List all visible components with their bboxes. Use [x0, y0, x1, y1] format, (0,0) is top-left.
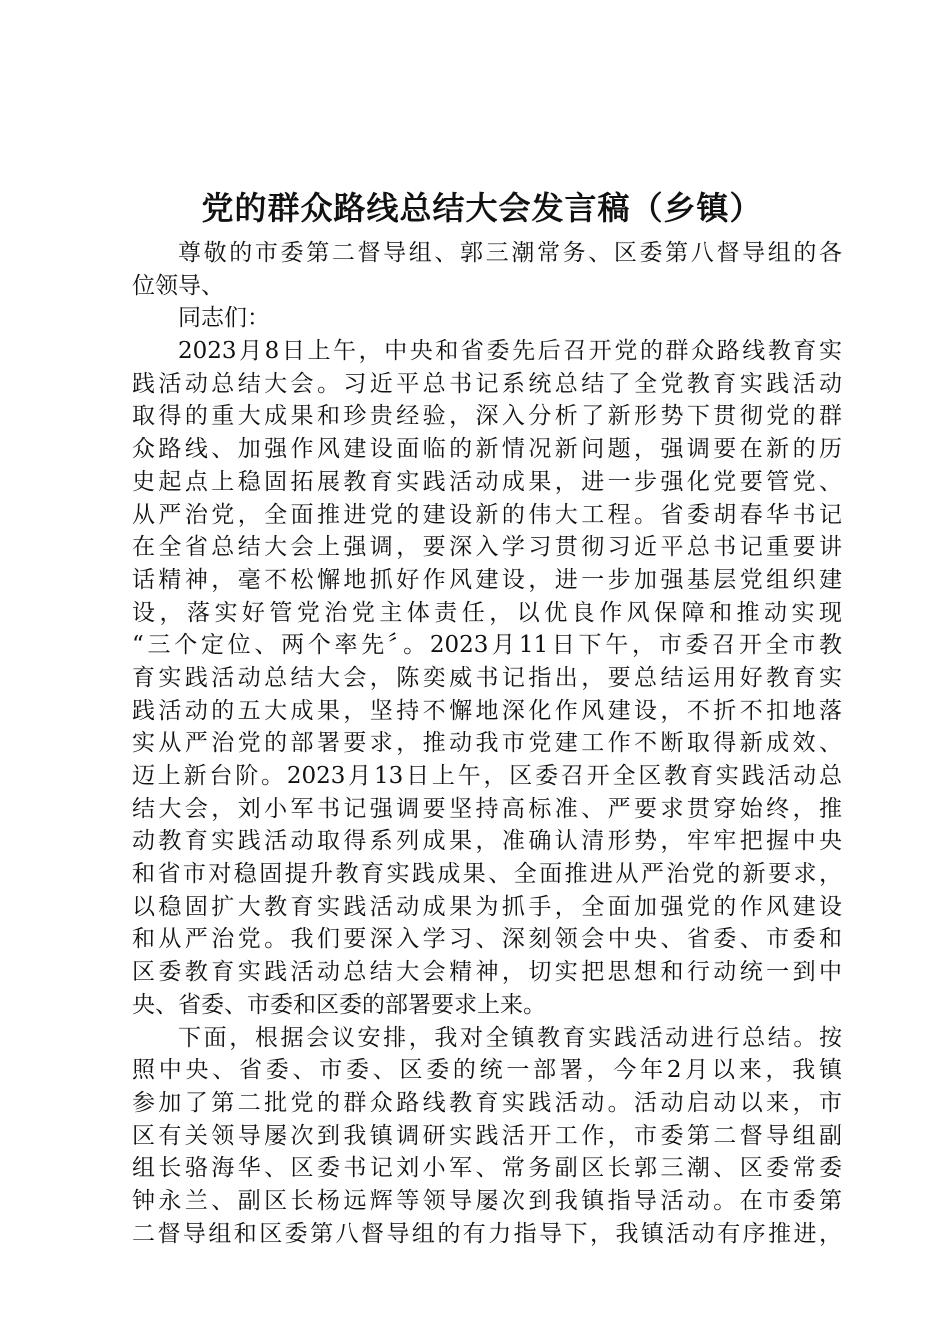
text-line: 央、省委、市委和区委的部署要求上来。 [132, 991, 546, 1018]
document-title: 党的群众路线总结大会发言稿（乡镇） [201, 189, 763, 227]
text-line: 动教育实践活动取得系列成果，准确认清形势，牢牢把握中央 [132, 828, 842, 855]
text-line: 和从严治党。我们要深入学习、深刻领会中央、省委、市委和 [132, 926, 842, 953]
text-line: 取得的重大成果和珍贵经验，深入分析了新形势下贯彻党的群 [132, 403, 842, 430]
text-line: 践活动总结大会。习近平总书记系统总结了全党教育实践活动 [132, 370, 842, 397]
text-line: 参加了第二批党的群众路线教育实践活动。活动启动以来，市 [132, 1089, 842, 1116]
text-line: 践活动的五大成果，坚持不懈地深化作风建设，不折不扣地落 [132, 697, 842, 724]
text-line: 在全省总结大会上强调，要深入学习贯彻习近平总书记重要讲 [132, 534, 842, 561]
text-line: “三个定位、两个率先〞。2023月11日下午，市委召开全市教 [132, 632, 842, 659]
text-line: 迈上新台阶。2023月13日上午，区委召开全区教育实践活动总 [132, 763, 842, 789]
text-line: 实从严治党的部署要求，推动我市党建工作不断取得新成效、 [132, 730, 842, 757]
text-line: 尊敬的市委第二督导组、郭三潮常务、区委第八督导组的各 [178, 240, 842, 266]
text-line: 和省市对稳固提升教育实践成果、全面推进从严治党的新要求， [132, 861, 842, 888]
text-line: 钟永兰、副区长杨远辉等领导屡次到我镇指导活动。在市委第 [132, 1187, 842, 1214]
text-line: 区有关领导屡次到我镇调研实践活开工作，市委第二督导组副 [132, 1122, 842, 1149]
text-line: 结大会，刘小军书记强调要坚持高标准、严要求贯穿始终，推 [132, 795, 842, 822]
text-line: 史起点上稳固拓展教育实践活动成果，进一步强化党要管党、 [132, 468, 842, 495]
text-line: 2023月8日上午，中央和省委先后召开党的群众路线教育实 [178, 338, 842, 365]
document-body [132, 237, 842, 1250]
text-line: 设，落实好管党治党主体责任，以优良作风保障和推动实现 [132, 599, 842, 626]
text-line: 以稳固扩大教育实践活动成果为抓手，全面加强党的作风建设 [132, 893, 842, 920]
text-line: 二督导组和区委第八督导组的有力指导下，我镇活动有序推进， [132, 1220, 842, 1247]
text-line: 话精神，毫不松懈地抓好作风建设，进一步加强基层党组织建 [132, 566, 842, 593]
text-line: 区委教育实践活动总结大会精神，切实把思想和行动统一到中 [132, 959, 842, 986]
text-line: 位领导、 [132, 272, 224, 299]
text-line: 照中央、省委、市委、区委的统一部署，今年2月以来，我镇 [132, 1057, 842, 1084]
text-line: 同志们： [178, 305, 270, 332]
text-line: 育实践活动总结大会，陈奕威书记指出，要总结运用好教育实 [132, 664, 842, 691]
text-line: 众路线、加强作风建设面临的新情况新问题，强调要在新的历 [132, 436, 842, 463]
text-line: 下面，根据会议安排，我对全镇教育实践活动进行总结。按 [178, 1024, 842, 1051]
text-line: 从严治党，全面推进党的建设新的伟大工程。省委胡春华书记 [132, 501, 842, 528]
text-line: 组长骆海华、区委书记刘小军、常务副区长郭三潮、区委常委 [132, 1155, 842, 1182]
